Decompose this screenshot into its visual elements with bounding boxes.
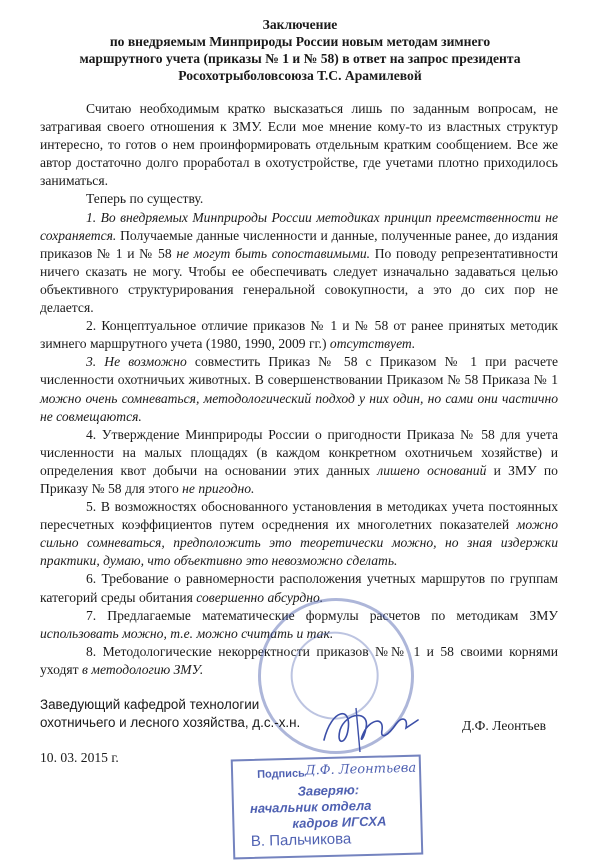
p4-text-2: и ЗМУ по Приказу № 58 для этого [40, 462, 558, 496]
signature-block [40, 696, 300, 732]
p6-italic: совершенно абсурдно. [196, 589, 324, 605]
title-line-2: по внедряемым Минприроды России новым методам зимнего [109, 34, 491, 49]
stamp-name: В. Пальчикова [250, 830, 352, 851]
p1-text: Получаемые данные численности и данные, полученные ранее, до издания приказов № 1 и № 58 [40, 227, 558, 261]
p3-italic: 3. Не возможно [86, 354, 187, 370]
paragraph-2 [40, 317, 558, 353]
p6-text: 6. Требование о равномерности расположения учетных маршрутов по группам категорий среды обитания [40, 571, 558, 605]
p1-text-2: По поводу репрезентативности ничего сказать не могу. Чтобы ее обеспечивать следует изначально задаваться целью объективного структурирования генеральной совокупности, а это до сих пор не делается. [40, 245, 559, 316]
stamp-position: начальник отдела [249, 797, 372, 817]
paragraph-transition: Теперь по существу. [86, 191, 204, 207]
document-title [40, 16, 560, 84]
paragraph-3 [40, 353, 558, 425]
p7-italic: использовать можно, т.е. можно считать и так. [40, 625, 334, 641]
p1-italic: 1. Во внедряемых Минприроды России методиках принцип преемственности не сохраняется. [40, 209, 558, 243]
signer-position-line-2: охотничьего и лесного хозяйства, д.с.-х.н. [40, 715, 301, 730]
document-body [40, 100, 558, 679]
handwritten-signature [318, 700, 428, 760]
p8-text: 8. Методологические некорректности приказов №№ 1 и 58 своими корнями уходят [40, 643, 558, 677]
stamp-certify: Заверяю: [297, 782, 360, 799]
p8-italic: в методологию ЗМУ. [82, 661, 204, 677]
certification-stamp [231, 755, 424, 860]
title-line-4: Росохотрыболовсоюза Т.С. Арамилевой [178, 68, 422, 83]
paragraph-6 [40, 570, 558, 606]
signer-position-line-1: Заведующий кафедрой технологии [40, 697, 260, 712]
paragraph-intro: Считаю необходимым кратко высказаться лишь по заданным вопросам, не затрагивая своего отношения к ЗМУ. Если мое мнение кому-то из властных структур интересно, то готов о нем проинформировать отдельным кратким сообщением. Все же автор достаточно долго проработал в охотустройстве, где учетами плотно приходилось заниматься. [40, 101, 558, 189]
paragraph-1 [40, 209, 558, 318]
paragraph-4 [40, 426, 558, 498]
stamp-department: кадров ИГСХА [292, 813, 387, 831]
p3-text: совместить Приказ № 58 с Приказом № 1 при расчете численности охотничьих животных. В совершенствовании Приказом № 58 Приказа № 1 [40, 354, 559, 388]
stamp-handwritten-name: Д.Ф. Леонтьева [304, 760, 417, 779]
p4-text: 4. Утверждение Минприроды России о пригодности Приказа № 58 для учета численности на малых площадях (в каждом конкретном охотничьем хозяйстве) и определения квот добычи на основании этих данных [40, 426, 558, 478]
stamp-label-signature: Подпись [256, 767, 306, 781]
document-date: 10. 03. 2015 г. [40, 750, 119, 765]
p2-text: 2. Концептуальное отличие приказов № 1 и № 58 от ранее принятых методик зимнего маршрутного учета (1980, 1990, 2009 гг.) [40, 318, 558, 352]
title-line-1: Заключение [262, 17, 338, 32]
paragraph-5 [40, 498, 558, 570]
title-line-3: маршрутного учета (приказы № 1 и № 58) в ответ на запрос президента [79, 51, 521, 66]
p5-italic: можно сильно сомневаться, предположить это теоретически можно, но зная издержки практики, думаю, что объективно это невозможно сделать. [40, 517, 558, 569]
p4-italic: лишено оснований [377, 462, 487, 478]
p7-text: 7. Предлагаемые математические формулы расчетов по методикам ЗМУ [86, 607, 558, 623]
p4-italic-2: не пригодно. [182, 480, 255, 496]
p2-italic: отсутствует. [329, 336, 416, 352]
p5-text: 5. В возможностях обоснованного установления в методиках учета постоянных пересчетных коэффициентов путем осреднения их многолетних показателей [40, 499, 558, 533]
p3-italic-2: можно очень сомневаться, методологический подход у них один, но сами они частично не совмещаются. [40, 390, 558, 424]
p1-italic-2: не могут быть сопоставимыми. [176, 245, 371, 261]
signer-name: Д.Ф. Леонтьев [462, 718, 547, 733]
